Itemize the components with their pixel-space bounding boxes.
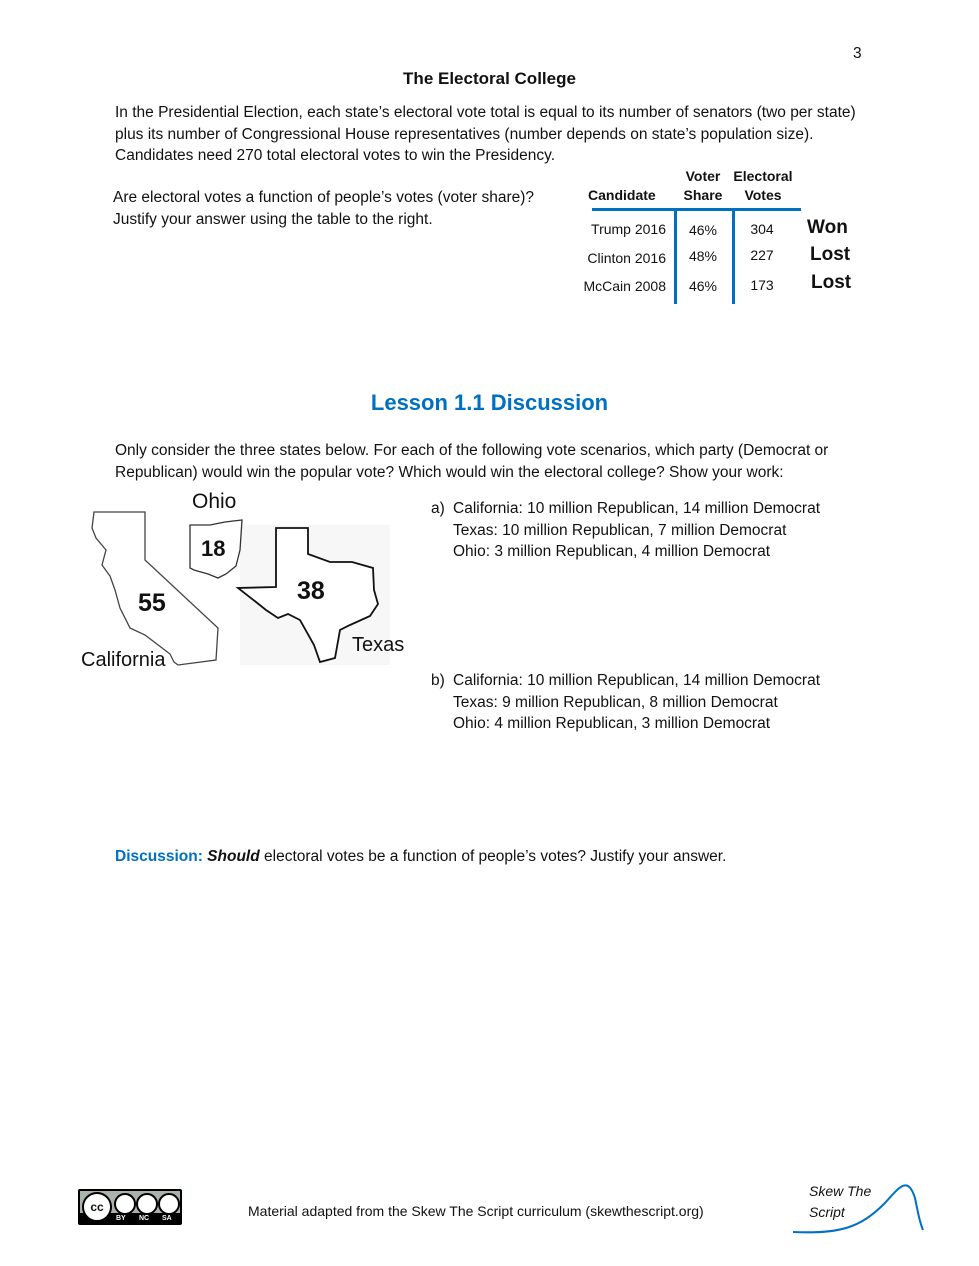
question-text: Are electoral votes a function of people’s votes (voter share)? Justify your answer using the table to the right. [113,189,535,228]
cc-label: BY [116,1215,126,1222]
texas-votes: 38 [297,577,325,605]
header-share: Share [683,187,723,203]
discussion-text: electoral votes be a function of people’s votes? Justify your answer. [259,848,727,865]
scenario-label: a) [431,500,445,517]
voter-share: 46% [688,222,718,238]
cc-label: SA [162,1215,172,1222]
logo-text: Skew The [809,1183,872,1199]
result: Won [807,217,848,238]
intro-paragraph: In the Presidential Election, each state’s electoral vote total is equal to its number of senators (two per state) plus its number of Congressional House representatives (number depends on state’s population size). Candidates need 270 total electoral votes to win the Presidency. [115,104,856,164]
discussion-prompt [115,848,726,866]
electoral-votes: 173 [750,277,774,293]
result: Lost [811,272,852,293]
creative-commons-badge [78,1189,182,1225]
electoral-votes: 304 [750,221,774,237]
header-electoral: Electoral [733,168,793,184]
scenario-line: Texas: 9 million Republican, 8 million Democrat [453,693,778,711]
voter-share: 48% [688,248,718,264]
scenario-b [431,670,820,732]
candidate-name: Clinton 2016 [587,250,666,266]
texas-label: Texas [352,634,405,656]
scenario-label: b) [431,672,445,689]
discussion-emphasis: Should [207,848,260,865]
noncommercial-icon [136,1193,158,1215]
scenario-line: California: 10 million Republican, 14 million Democrat [453,500,820,517]
electoral-votes: 227 [750,247,774,263]
candidate-name: Trump 2016 [591,221,666,237]
skew-curve-icon [790,1178,930,1238]
attribution-icon [114,1193,136,1215]
ohio-votes: 18 [201,536,226,561]
page-number: 3 [853,45,862,62]
voter-share: 46% [688,278,718,294]
result: Lost [810,244,851,265]
cc-icon: cc [82,1192,112,1222]
logo-text: Script [809,1204,845,1220]
table-column-rule [674,208,677,304]
ohio-label: Ohio [192,490,237,513]
cc-label: NC [139,1215,150,1222]
header-candidate: Candidate [588,187,656,203]
scenario-line: California: 10 million Republican, 14 million Democrat [453,672,820,689]
lesson-title: Lesson 1.1 Discussion [370,390,609,415]
header-votes: Votes [744,187,782,203]
scenario-line: Ohio: 4 million Republican, 3 million Democrat [453,715,771,732]
scenario-line: Ohio: 3 million Republican, 4 million Democrat [453,543,771,560]
table-header-rule [592,208,801,211]
candidate-name: McCain 2008 [583,278,666,294]
table-column-rule [732,208,735,304]
page-title: The Electoral College [403,69,576,88]
california-label: California [81,649,166,671]
footer-text: Material adapted from the Skew The Script curriculum (skewthescript.org) [248,1203,704,1219]
skew-the-script-logo [790,1178,930,1238]
scenario-a [431,498,820,560]
sharealike-icon [158,1193,180,1215]
scenario-line: Texas: 10 million Republican, 7 million Democrat [453,521,787,539]
discussion-label: Discussion: [115,848,203,865]
header-voter: Voter [685,168,721,184]
instructions-text: Only consider the three states below. For each of the following vote scenarios, which party (Democrat or Republican) would win the popular vote? Which would win the electoral college? Show your work: [115,442,829,481]
california-votes: 55 [138,589,166,617]
